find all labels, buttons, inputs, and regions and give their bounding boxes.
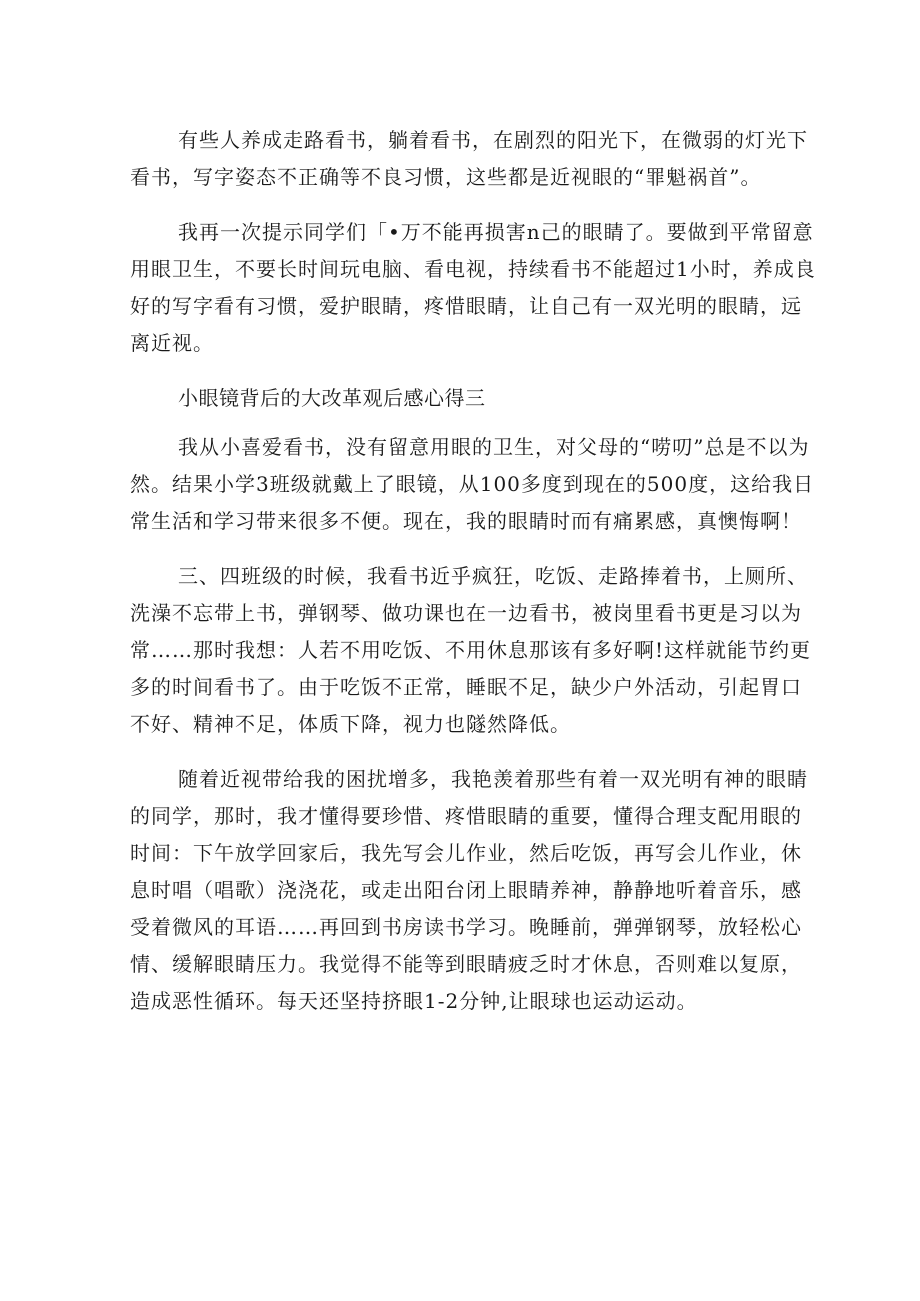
paragraph-line: 用眼卫生，不要长时间玩电脑、看电视，持续看书不能超过1小时，养成良 [130, 257, 816, 281]
paragraph-line: 常生活和学习带来很多不便。现在，我的眼睛时而有痛累感，真懊悔啊！ [130, 509, 802, 533]
paragraph-line: 的同学，那时，我才懂得要珍惜、疼惜眼睛的重要，懂得合理支配用眼的 [130, 804, 802, 828]
paragraph-line: 不好、精神不足，体质下降，视力也隧然降低。 [130, 712, 571, 736]
paragraph-line: 离近视。 [130, 331, 214, 355]
paragraph-line: 我从小喜爱看书，没有留意用眼的卫生，对父母的“唠叨”总是不以为 [178, 435, 810, 459]
paragraph-line: 有些人养成走路看书，躺着看书，在剧烈的阳光下，在微弱的灯光下 [178, 128, 808, 152]
paragraph-line: 看书，写字姿态不正确等不良习惯，这些都是近视眼的“罪魁祸首”。 [130, 165, 762, 189]
paragraph-line: 造成恶性循环。每天还坚持挤眼1-2分钟,让眼球也运动运动。 [130, 989, 698, 1013]
paragraph-line: 随着近视带给我的困扰增多，我艳羡着那些有着一双光明有神的眼睛 [178, 767, 808, 791]
paragraph-line: 时间：下午放学回家后，我先写会儿作业，然后吃饭，再写会儿作业，休 [130, 841, 802, 865]
paragraph-5 [130, 761, 808, 1020]
paragraph-line: 受着微风的耳语……再回到书房读书学习。晚睡前，弹弹钢琴，放轻松心 [130, 915, 802, 939]
section-heading: 小眼镜背后的大改革观后感心得三 [178, 386, 486, 410]
paragraph-line: 多的时间看书了。由于吃饭不正常，睡眠不足，缺少户外活动，引起胃口 [130, 675, 802, 699]
paragraph-line: 然。结果小学3班级就戴上了眼镜，从100多度到现在的500度，这给我日 [130, 472, 815, 496]
paragraph-2 [130, 214, 816, 362]
paragraph-line: 情、缓解眼睛压力。我觉得不能等到眼睛疲乏时才休息，否则难以复原， [130, 952, 802, 976]
paragraph-line: 洗澡不忘带上书，弹钢琴、做功课也在一边看书，被岗里看书更是习以为 [130, 601, 802, 625]
paragraph-3 [130, 429, 815, 540]
paragraph-4 [130, 558, 812, 743]
paragraph-1 [130, 122, 808, 196]
paragraph-line: 三、四班级的时候，我看书近乎疯狂，吃饭、走路捧着书，上厕所、 [178, 564, 808, 588]
document-body [130, 122, 816, 1020]
paragraph-line: 好的写字看有习惯，爱护眼睛，疼惜眼睛，让自己有一双光明的眼睛，远 [130, 294, 802, 318]
paragraph-line: 常……那时我想：人若不用吃饭、不用休息那该有多好啊!这样就能节约更 [130, 638, 812, 662]
paragraph-line: 我再一次提示同学们「•万不能再损害n己的眼睛了。要做到平常留意 [178, 220, 814, 244]
paragraph-line: 息时唱（唱歌）浇浇花，或走出阳台闭上眼睛养神，静静地听着音乐，感 [130, 878, 802, 902]
